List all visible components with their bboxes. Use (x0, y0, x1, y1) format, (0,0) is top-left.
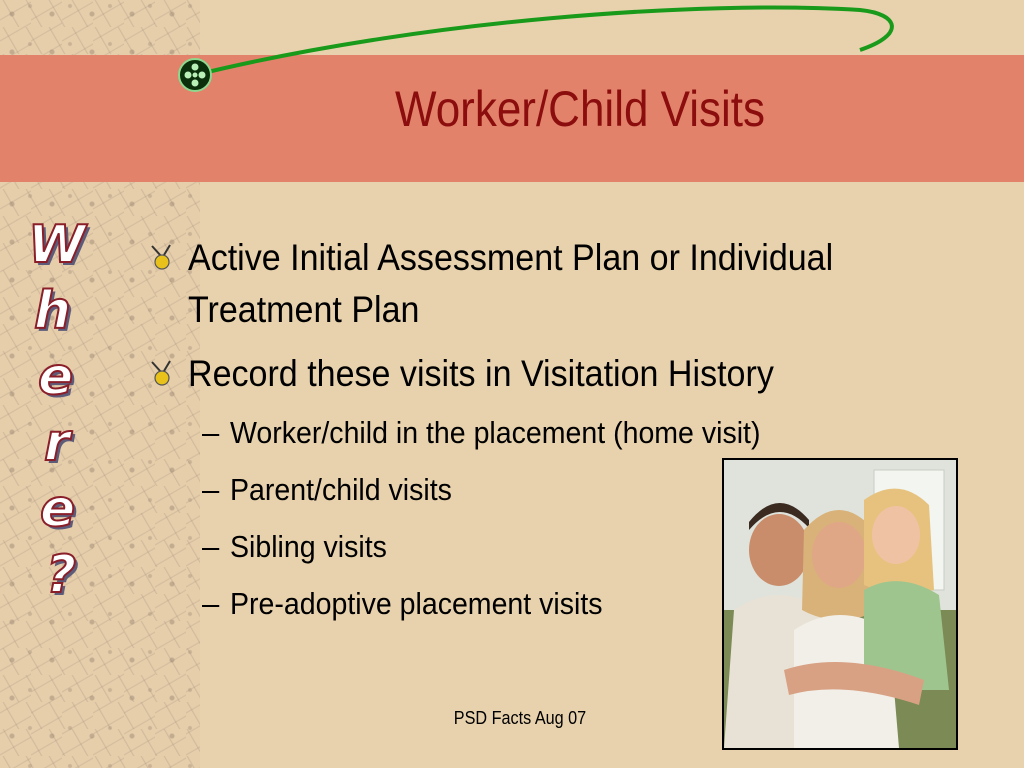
dash-marker: – (202, 472, 220, 507)
bullet-icon (148, 358, 178, 388)
slide-footer: PSD Facts Aug 07 (453, 708, 587, 728)
side-word-where (28, 212, 118, 608)
side-letter: e (40, 479, 76, 539)
sub-bullet-text: Worker/child in the placement (home visit) (230, 415, 761, 450)
bullet-text: Record these visits in Visitation History (188, 353, 774, 394)
dash-marker: – (202, 415, 220, 450)
sub-bullet-text: Sibling visits (230, 529, 387, 564)
side-letter: r (44, 413, 70, 473)
list-item (148, 348, 908, 400)
side-letter: ? (46, 545, 77, 605)
family-photo (722, 458, 958, 750)
sub-bullet-text: Pre-adoptive placement visits (230, 586, 603, 621)
side-letter: h (34, 281, 72, 341)
sub-list-item (148, 412, 908, 454)
sub-bullet-text: Parent/child visits (230, 472, 452, 507)
slide-title: Worker/Child Visits (394, 81, 766, 137)
list-item (148, 232, 908, 336)
dash-marker: – (202, 586, 220, 621)
side-letter: W (28, 215, 86, 275)
bullet-text: Active Initial Assessment Plan or Individual Treatment Plan (188, 237, 834, 330)
side-letter: e (38, 347, 74, 407)
family-photo-illustration (724, 460, 956, 748)
orb-icon (179, 59, 211, 91)
dash-marker: – (202, 529, 220, 564)
bullet-icon (148, 242, 178, 272)
